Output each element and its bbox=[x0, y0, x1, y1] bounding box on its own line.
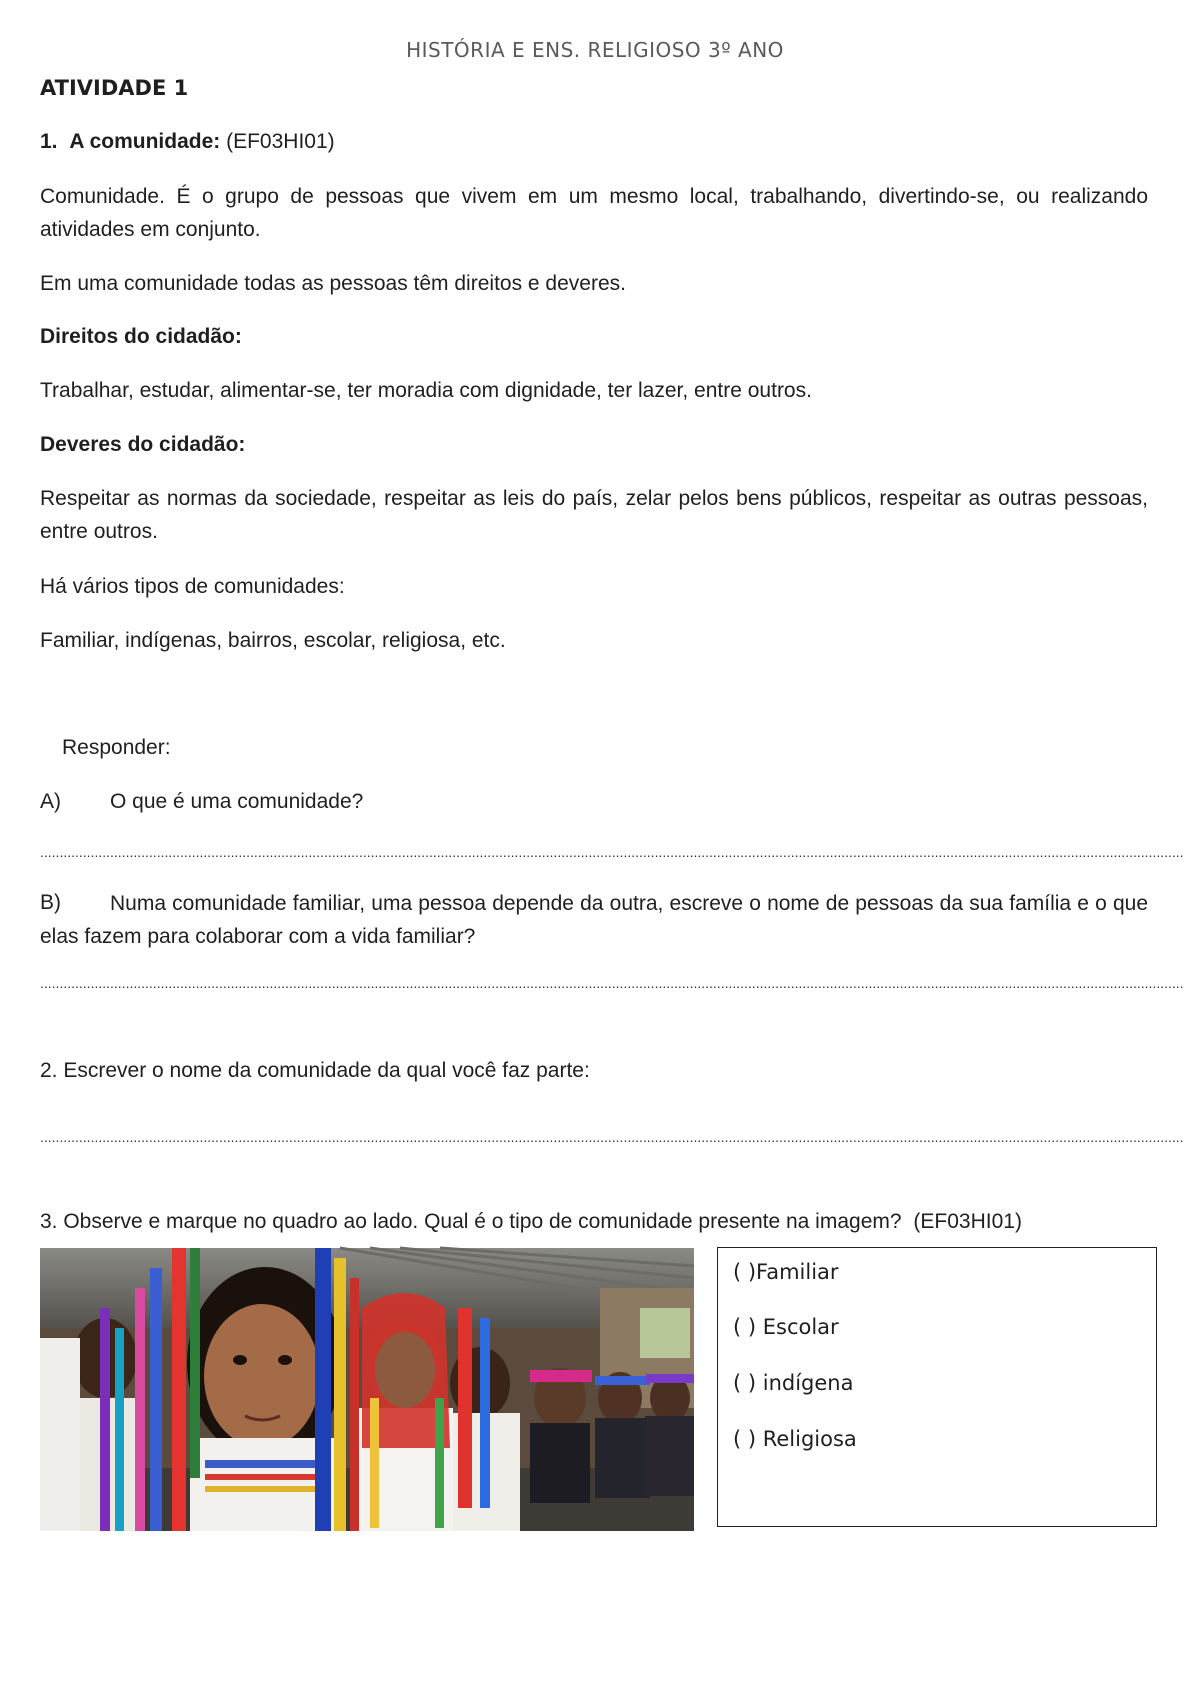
answer-line-a[interactable]: ...................................................................................................................................................................................................................................................................................................... bbox=[40, 844, 1184, 860]
section2-question: 2. Escrever o nome da comunidade da qual você faz parte: bbox=[40, 1059, 590, 1082]
question-b-letter: B) bbox=[40, 891, 61, 914]
rights-duties-text: Em uma comunidade todas as pessoas têm direitos e deveres. bbox=[40, 272, 626, 295]
question-a-letter: A) bbox=[40, 790, 61, 813]
answer-line-2[interactable]: ...................................................................................................................................................................................................................................................................................................... bbox=[40, 1129, 1184, 1145]
activity-title: ATIVIDADE 1 bbox=[40, 76, 189, 100]
section1-heading bbox=[40, 126, 335, 158]
section3-question: 3. Observe e marque no quadro ao lado. Qual é o tipo de comunidade presente na imagem? bbox=[40, 1210, 902, 1233]
rights-text: Trabalhar, estudar, alimentar-se, ter moradia com dignidade, ter lazer, entre outros. bbox=[40, 379, 812, 402]
types-list: Familiar, indígenas, bairros, escolar, religiosa, etc. bbox=[40, 629, 506, 652]
section1-title: A comunidade: bbox=[69, 130, 221, 153]
section3-question-line bbox=[40, 1206, 1022, 1238]
types-intro: Há vários tipos de comunidades: bbox=[40, 575, 345, 598]
option-indigena[interactable]: ( ) indígena bbox=[733, 1371, 854, 1395]
section1-number: 1. bbox=[40, 130, 58, 153]
page-title: HISTÓRIA E ENS. RELIGIOSO 3º ANO bbox=[406, 38, 784, 62]
option-religiosa[interactable]: ( ) Religiosa bbox=[733, 1427, 857, 1451]
indigenous-community-photo bbox=[40, 1248, 694, 1531]
question-b: Numa comunidade familiar, uma pessoa depende da outra, escreve o nome de pessoas da sua família e o que elas fazem para colaborar com a vida familiar? bbox=[40, 892, 1148, 948]
respond-label: Responder: bbox=[62, 736, 171, 759]
duties-title: Deveres do cidadão: bbox=[40, 433, 246, 456]
section1-code: (EF03HI01) bbox=[226, 130, 335, 153]
duties-text: Respeitar as normas da sociedade, respeitar as leis do país, zelar pelos bens públicos, respeitar as outras pessoas, entre outros. bbox=[40, 487, 1148, 543]
answer-line-b[interactable]: ...................................................................................................................................................................................................................................................................................................... bbox=[40, 975, 1184, 991]
option-familiar[interactable]: ( )Familiar bbox=[733, 1260, 839, 1284]
section3-code: (EF03HI01) bbox=[913, 1210, 1022, 1233]
community-definition: Comunidade. É o grupo de pessoas que vivem em um mesmo local, trabalhando, divertindo-se, ou realizando atividades em conjunto. bbox=[40, 185, 1148, 241]
rights-title: Direitos do cidadão: bbox=[40, 325, 242, 348]
question-a: O que é uma comunidade? bbox=[110, 790, 364, 813]
photo-illustration bbox=[40, 1248, 694, 1531]
option-escolar[interactable]: ( ) Escolar bbox=[733, 1315, 839, 1339]
